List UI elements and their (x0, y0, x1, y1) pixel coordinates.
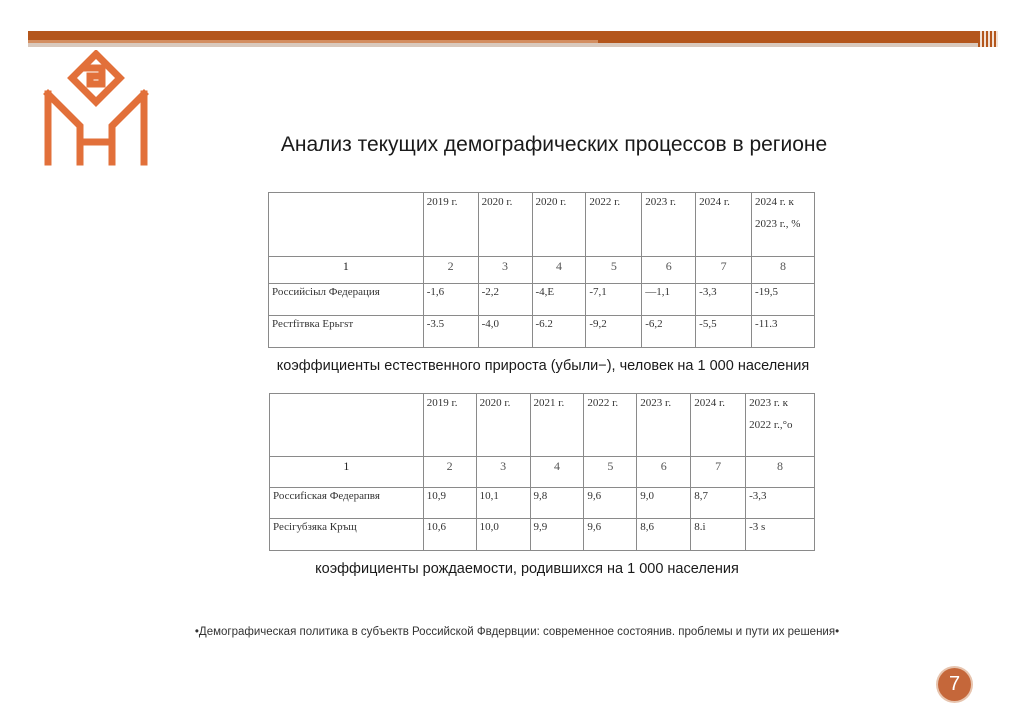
header-cell: 2023 г. (637, 394, 691, 457)
value-cell: 10,6 (423, 519, 476, 551)
table2-caption: коэффициенты рождаемости, родившихся на 1 000 населения (315, 561, 739, 577)
column-number: 7 (696, 257, 752, 284)
header-cell: 2024 г. (696, 193, 752, 257)
header-cell: 2022 г. (584, 394, 637, 457)
value-cell: —1,1 (642, 284, 696, 316)
value-cell: 9,6 (584, 519, 637, 551)
value-cell: 9,0 (637, 488, 691, 519)
table1-caption: коэффициенты естественного прироста (убыли−), человек на 1 000 населения (276, 358, 810, 374)
value-cell: -7,1 (586, 284, 642, 316)
region-name: Рестfiтвка Ерьгsт (269, 316, 424, 348)
table-header-row (269, 193, 815, 257)
header-cell: 2020 г. (478, 193, 532, 257)
header-cell: 2021 г. (530, 394, 584, 457)
column-number: 3 (476, 457, 530, 488)
region-name: Россиfiская Федерапвя (270, 488, 424, 519)
table-row (269, 316, 815, 348)
value-cell: -11.3 (752, 316, 815, 348)
value-cell: -4,E (532, 284, 586, 316)
value-cell: -9,2 (586, 316, 642, 348)
value-cell: 9,6 (584, 488, 637, 519)
column-number: 2 (423, 257, 478, 284)
column-number: 5 (584, 457, 637, 488)
top-bar-stripes (978, 31, 998, 47)
value-cell: 8,6 (637, 519, 691, 551)
column-number: 6 (642, 257, 696, 284)
value-cell: 8.i (691, 519, 746, 551)
value-cell: -6,2 (642, 316, 696, 348)
value-cell: -4,0 (478, 316, 532, 348)
value-cell: 9,9 (530, 519, 584, 551)
table-row (270, 519, 815, 551)
region-name: Российсiыл Федерация (269, 284, 424, 316)
header-cell: 2020 г. (532, 193, 586, 257)
header-cell (270, 394, 424, 457)
table-row (269, 284, 815, 316)
header-cell: 2022 г. (586, 193, 642, 257)
header-line-2: 2022 г.,°о (749, 419, 793, 431)
page-title: Анализ текущих демографических процессов в регионе (280, 133, 828, 156)
value-cell: 10,9 (423, 488, 476, 519)
column-number: 8 (746, 457, 815, 488)
header-line-1: 2023 г. к (749, 397, 788, 409)
value-cell: 10,1 (476, 488, 530, 519)
value-cell: -2,2 (478, 284, 532, 316)
column-number: 6 (637, 457, 691, 488)
header-line-2: 2023 г., % (755, 218, 801, 230)
natural-growth-table (268, 192, 815, 348)
value-cell: -3.5 (423, 316, 478, 348)
header-cell: 2024 г. (691, 394, 746, 457)
column-number-row (269, 257, 815, 284)
header-cell: 2023 г. (642, 193, 696, 257)
table-row (270, 488, 815, 519)
column-number: 2 (423, 457, 476, 488)
header-cell: 2019 г. (423, 394, 476, 457)
header-cell: 2019 г. (423, 193, 478, 257)
column-number: 7 (691, 457, 746, 488)
value-cell: 10,0 (476, 519, 530, 551)
top-bar-shadow (28, 43, 998, 47)
value-cell: -3 s (746, 519, 815, 551)
column-number: 3 (478, 257, 532, 284)
page-number-badge (938, 668, 971, 701)
header-line-1: 2024 г. к (755, 196, 794, 208)
column-number: 8 (752, 257, 815, 284)
value-cell: 8,7 (691, 488, 746, 519)
value-cell: -5,5 (696, 316, 752, 348)
column-number: 5 (586, 257, 642, 284)
region-name: Ресiгубзяка Кръщ (270, 519, 424, 551)
header-cell (269, 193, 424, 257)
table-header-row (270, 394, 815, 457)
column-number: 1 (269, 257, 424, 284)
value-cell: -3,3 (696, 284, 752, 316)
value-cell: -3,3 (746, 488, 815, 519)
column-number: 1 (270, 457, 424, 488)
value-cell: -19,5 (752, 284, 815, 316)
value-cell: -1,6 (423, 284, 478, 316)
column-number: 4 (532, 257, 586, 284)
source-footnote: •Демографическая политика в субъектв Российской Фвдервции: современное состоянив. проблемы и пути их решения• (194, 626, 840, 638)
page-number: 7 (948, 673, 961, 695)
value-cell: 9,8 (530, 488, 584, 519)
column-number-row (270, 457, 815, 488)
header-cell (752, 193, 815, 257)
header-cell: 2020 г. (476, 394, 530, 457)
column-number: 4 (530, 457, 584, 488)
birth-rate-table (269, 393, 815, 551)
value-cell: -6.2 (532, 316, 586, 348)
header-cell (746, 394, 815, 457)
